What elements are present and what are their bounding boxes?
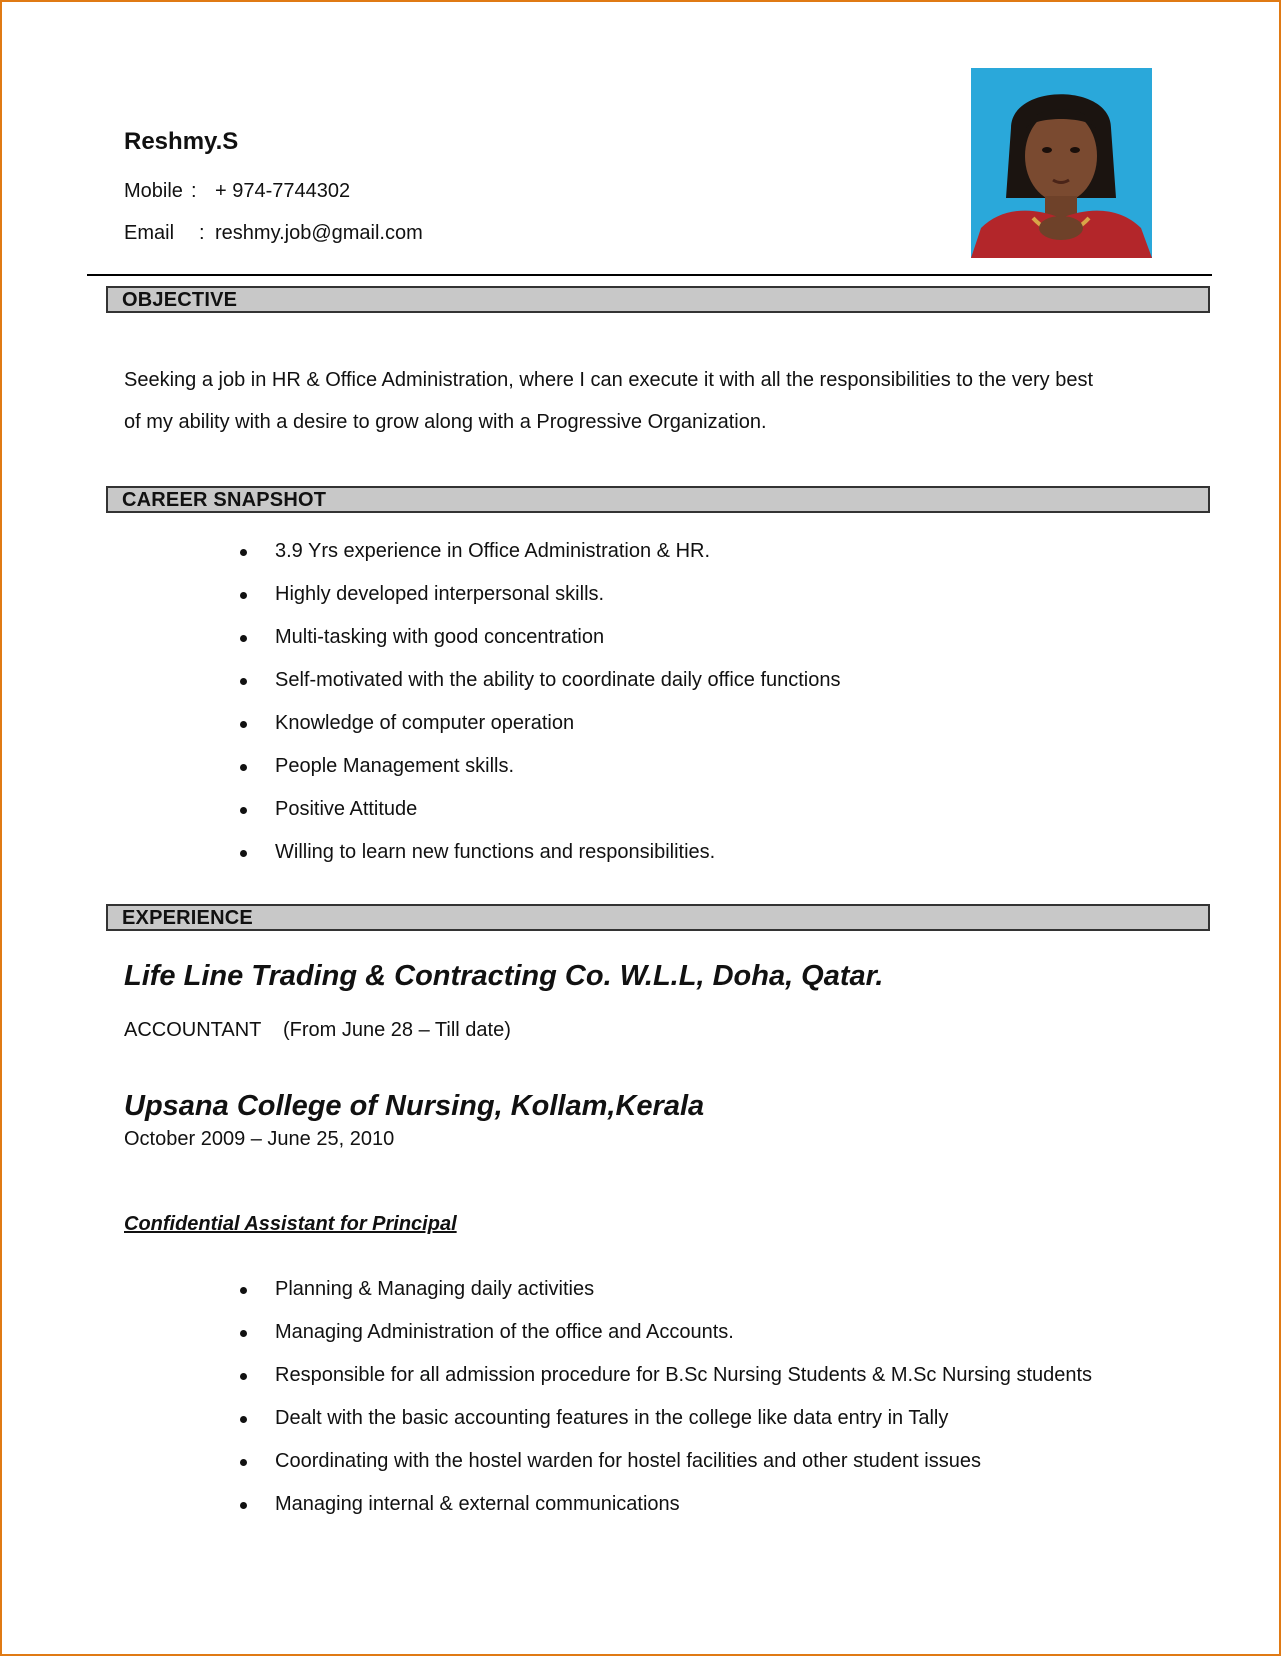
job2-duty-item: Coordinating with the hostel warden for hostel facilities and other student issues	[234, 1440, 1092, 1483]
experience-heading: EXPERIENCE	[122, 907, 253, 929]
job1-title: ACCOUNTANT	[124, 1019, 262, 1041]
job2-duty-item: Managing internal & external communications	[234, 1483, 1092, 1526]
career-snapshot-item: Multi-tasking with good concentration	[234, 616, 841, 659]
job2-duty-item: Managing Administration of the office and Accounts.	[234, 1311, 1092, 1354]
job2-duty-item: Planning & Managing daily activities	[234, 1268, 1092, 1311]
objective-text-line2: of my ability with a desire to grow along with a Progressive Organization.	[124, 411, 767, 433]
header-divider	[87, 274, 1212, 276]
candidate-name: Reshmy.S	[124, 128, 239, 155]
job1-dates: (From June 28 – Till date)	[283, 1019, 511, 1041]
mobile-label: Mobile	[124, 180, 183, 202]
email-separator: :	[199, 222, 205, 244]
objective-heading: OBJECTIVE	[122, 289, 238, 311]
career-snapshot-list	[234, 530, 841, 874]
objective-section-bar	[106, 286, 1210, 313]
job2-dates: October 2009 – June 25, 2010	[124, 1128, 395, 1150]
profile-photo	[971, 68, 1152, 258]
experience-section-bar	[106, 904, 1210, 931]
career-snapshot-item: Self-motivated with the ability to coordinate daily office functions	[234, 659, 841, 702]
career-snapshot-heading: CAREER SNAPSHOT	[122, 489, 327, 511]
job2-role-heading: Confidential Assistant for Principal	[124, 1213, 457, 1235]
job1-company: Life Line Trading & Contracting Co. W.L.L, Doha, Qatar.	[124, 960, 884, 992]
job2-duties-list	[234, 1268, 1092, 1526]
career-snapshot-item: Knowledge of computer operation	[234, 702, 841, 745]
job2-duty-item: Dealt with the basic accounting features in the college like data entry in Tally	[234, 1397, 1092, 1440]
career-snapshot-item: Willing to learn new functions and responsibilities.	[234, 831, 841, 874]
career-snapshot-item: 3.9 Yrs experience in Office Administration & HR.	[234, 530, 841, 573]
objective-text-line1: Seeking a job in HR & Office Administration, where I can execute it with all the responsibilities to the very best	[124, 369, 1094, 391]
career-snapshot-section-bar	[106, 486, 1210, 513]
career-snapshot-item: Positive Attitude	[234, 788, 841, 831]
email-label: Email	[124, 222, 175, 244]
mobile-number: + 974-7744302	[215, 180, 351, 202]
profile-photo-image	[971, 68, 1152, 258]
mobile-separator: :	[191, 180, 197, 202]
job2-duty-item: Responsible for all admission procedure for B.Sc Nursing Students & M.Sc Nursing students	[234, 1354, 1092, 1397]
career-snapshot-item: Highly developed interpersonal skills.	[234, 573, 841, 616]
career-snapshot-item: People Management skills.	[234, 745, 841, 788]
email-address: reshmy.job@gmail.com	[215, 222, 423, 244]
job2-company: Upsana College of Nursing, Kollam,Kerala	[124, 1090, 705, 1122]
